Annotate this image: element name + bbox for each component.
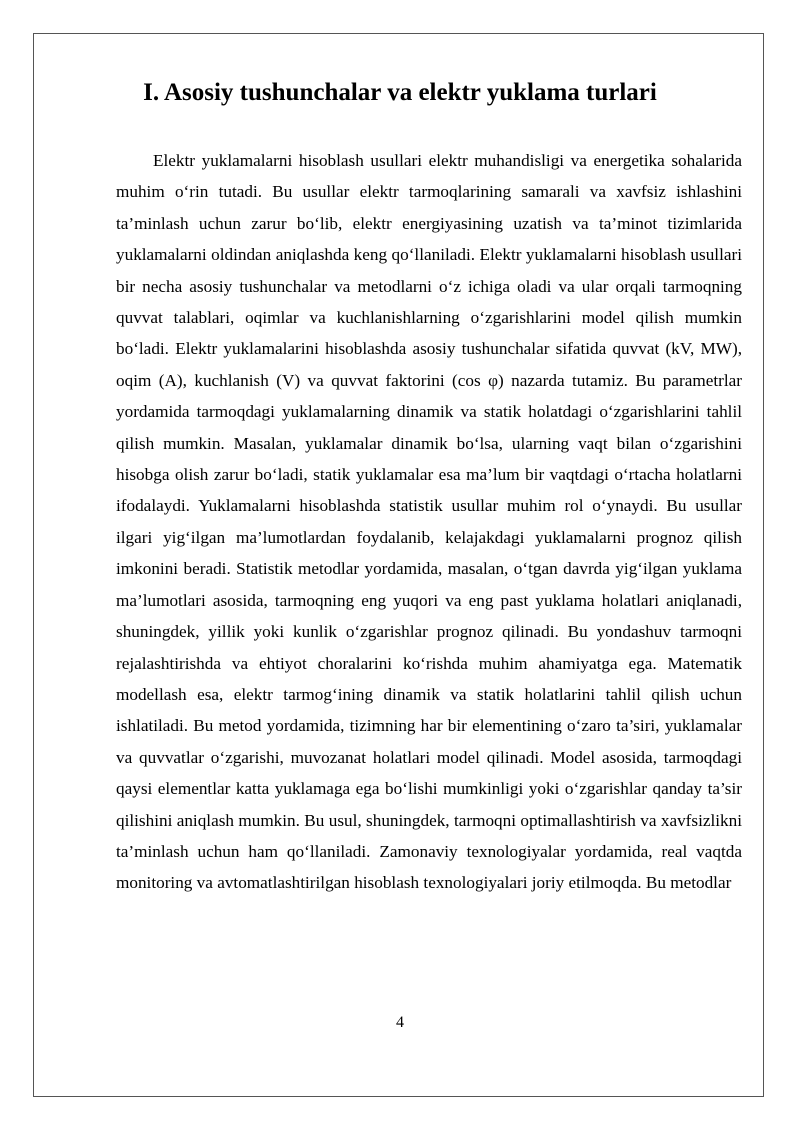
page-number: 4 [396, 1014, 404, 1031]
body-paragraph: Elektr yuklamalarni hisoblash usullari elektr muhandisligi va energetika sohalarida muhim o‘rin tutadi. Bu usullar elektr tarmoqlarining samarali va xavfsiz ishlashini ta’minlash uchun zarur bo‘lib, elektr energiyasining uzatish va ta’minot tizimlarida yuklamalarni oldindan aniqlashda keng qo‘llaniladi. Elektr yuklamalarni hisoblash usullari bir necha asosiy tushunchalar va metodlarni o‘z ichiga oladi va ular orqali tarmoqning quvvat talablari, oqimlar va kuchlanishlarning o‘zgarishlarini model qilish mumkin bo‘ladi. Elektr yuklamalarini hisoblashda asosiy tushunchalar sifatida quvvat (kV, MW), oqim (A), kuchlanish (V) va quvvat faktorini (cos φ) nazarda tutamiz. Bu parametrlar yordamida tarmoqdagi yuklamalarning dinamik va statik holatdagi o‘zgarishlarini tahlil qilish mumkin. Masalan, yuklamalar dinamik bo‘lsa, ularning vaqt bilan o‘zgarishini hisobga olish zarur bo‘ladi, statik yuklamalar esa ma’lum bir vaqtdagi o‘rtacha holatlarni ifodalaydi. Yuklamalarni hisoblashda statistik usullar muhim rol o‘ynaydi. Bu usullar ilgari yig‘ilgan ma’lumotlardan foydalanib, kelajakdagi yuklamalarni prognoz qilish imkonini beradi. Statistik metodlar yordamida, masalan, o‘tgan davrda yig‘ilgan yuklama ma’lumotlari asosida, tarmoqning eng yuqori va eng past yuklama holatlari aniqlanadi, shuningdek, yillik yoki kunlik o‘zgarishlar prognoz qilinadi. Bu yondashuv tarmoqni rejalashtirishda va ehtiyot choralarini ko‘rishda muhim ahamiyatga ega. Matematik modellash esa, elektr tarmog‘ining dinamik va statik holatlarini tahlil qilish uchun ishlatiladi. Bu metod yordamida, tizimning har bir elementining o‘zaro ta’siri, yuklamalar va quvvatlar o‘zgarishi, muvozanat holatlari model qilinadi. Model asosida, tarmoqdagi qaysi elementlar katta yuklamaga ega bo‘lishi mumkinligi yoki o‘zgarishlar qanday ta’sir qilishini aniqlash mumkin. Bu usul, shuningdek, tarmoqni optimallashtirish va xavfsizlikni ta’minlash uchun ham qo‘llaniladi. Zamonaviy texnologiyalar yordamida, real vaqtda monitoring va avtomatlashtirilgan hisoblash texnologiyalari joriy etilmoqda. Bu metodlar [116, 151, 742, 893]
section-heading: I. Asosiy tushunchalar va elektr yuklama turlari [143, 79, 657, 106]
